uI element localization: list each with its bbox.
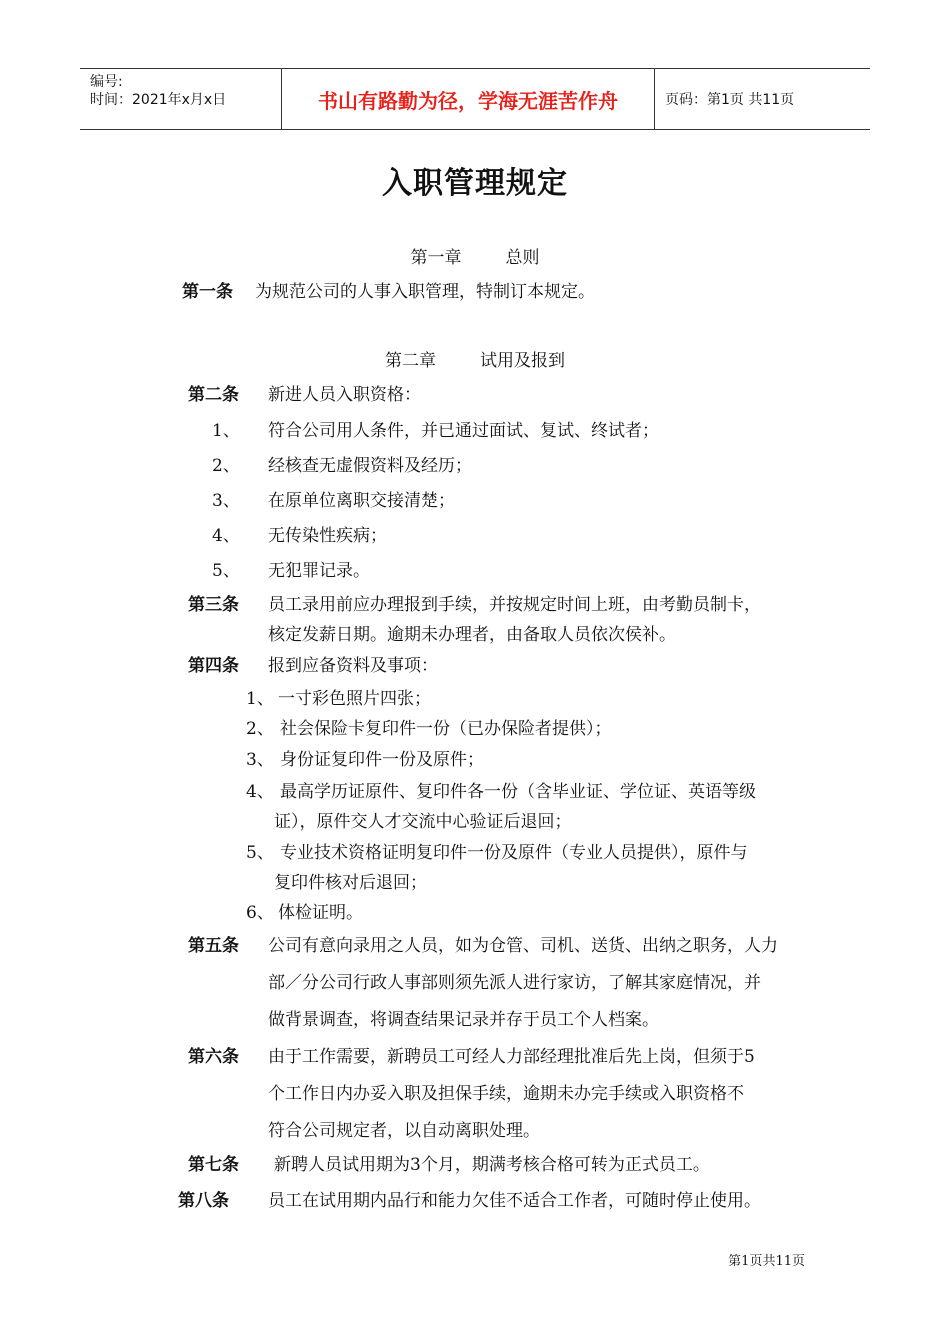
chapter-number: 第二章 — [385, 351, 436, 371]
document-time-label: 时间：2021年x月x日 — [90, 92, 227, 108]
list-item-number: 6、 — [246, 903, 274, 923]
article-label: 第一条 — [182, 282, 233, 302]
list-item-number: 4、 — [212, 526, 240, 546]
list-item: 最高学历证原件、复印件各一份（含毕业证、学位证、英语等级 — [280, 782, 756, 802]
article-text: 核定发薪日期。逾期未办理者，由备取人员依次侯补。 — [268, 625, 676, 645]
article-text: 报到应备资料及事项： — [268, 656, 438, 676]
header-meta — [90, 73, 280, 109]
list-item: 社会保险卡复印件一份（已办保险者提供）； — [280, 719, 612, 739]
list-item-number: 2、 — [246, 719, 274, 739]
article-label: 第三条 — [188, 595, 239, 615]
article-text: 员工录用前应办理报到手续，并按规定时间上班，由考勤员制卡， — [268, 595, 761, 615]
list-item: 符合公司用人条件，并已通过面试、复试、终试者； — [268, 421, 659, 441]
article-label: 第五条 — [188, 936, 239, 956]
article-label: 第二条 — [188, 385, 239, 405]
article-text: 新进人员入职资格： — [268, 385, 421, 405]
header-page-info: 页码：第1页 共11页 — [665, 92, 795, 108]
chapter-number: 第一章 — [410, 248, 462, 268]
chapter-heading — [0, 346, 950, 371]
header-divider — [654, 69, 655, 129]
list-item-continuation: 复印件核对后退回； — [274, 873, 427, 893]
article-text: 公司有意向录用之人员，如为仓管、司机、送货、出纳之职务，人力 — [268, 936, 778, 956]
chapter-name: 试用及报到 — [480, 351, 565, 371]
list-item: 经核查无虚假资料及经历； — [268, 456, 472, 476]
header-motto: 书山有路勤为径，学海无涯苦作舟 — [318, 88, 618, 113]
list-item: 体检证明。 — [278, 903, 363, 923]
list-item: 无传染性疾病； — [268, 526, 387, 546]
article-text: 个工作日内办妥入职及担保手续，逾期未办完手续或入职资格不 — [268, 1084, 744, 1104]
article-1 — [182, 277, 595, 302]
document-number-label: 编号: — [90, 74, 123, 90]
document-title: 入职管理规定 — [382, 166, 568, 201]
list-item-number: 1、 — [246, 689, 274, 709]
page-header — [80, 68, 870, 130]
article-text: 部／分公司行政人事部则须先派人进行家访，了解其家庭情况，并 — [268, 973, 761, 993]
list-item-number: 3、 — [212, 491, 240, 511]
list-item-number: 5、 — [246, 843, 274, 863]
page-footer: 第1页共11页 — [728, 1254, 805, 1269]
chapter-heading — [0, 243, 950, 268]
list-item: 在原单位离职交接清楚； — [268, 491, 455, 511]
list-item-number: 4、 — [246, 782, 274, 802]
list-item: 无犯罪记录。 — [268, 561, 370, 581]
list-item-number: 1、 — [212, 421, 240, 441]
article-text: 新聘人员试用期为3个月，期满考核合格可转为正式员工。 — [274, 1155, 710, 1175]
article-label: 第八条 — [178, 1191, 229, 1211]
article-text: 员工在试用期内品行和能力欠佳不适合工作者，可随时停止使用。 — [268, 1191, 761, 1211]
article-text: 符合公司规定者，以自动离职处理。 — [268, 1121, 540, 1141]
list-item: 身份证复印件一份及原件； — [280, 750, 484, 770]
article-label: 第六条 — [188, 1047, 239, 1067]
list-item-number: 3、 — [246, 750, 274, 770]
chapter-name: 总则 — [505, 248, 540, 268]
list-item-number: 2、 — [212, 456, 240, 476]
article-text: 由于工作需要，新聘员工可经人力部经理批准后先上岗，但须于5 — [268, 1047, 755, 1067]
list-item: 一寸彩色照片四张； — [278, 689, 431, 709]
article-text: 为规范公司的人事入职管理，特制订本规定。 — [255, 282, 595, 302]
article-label: 第七条 — [188, 1155, 239, 1175]
list-item-continuation: 证），原件交人才交流中心验证后退回； — [274, 812, 572, 832]
list-item: 专业技术资格证明复印件一份及原件（专业人员提供），原件与 — [280, 843, 748, 863]
article-text: 做背景调查，将调查结果记录并存于员工个人档案。 — [268, 1010, 659, 1030]
article-label: 第四条 — [188, 656, 239, 676]
list-item-number: 5、 — [212, 561, 240, 581]
